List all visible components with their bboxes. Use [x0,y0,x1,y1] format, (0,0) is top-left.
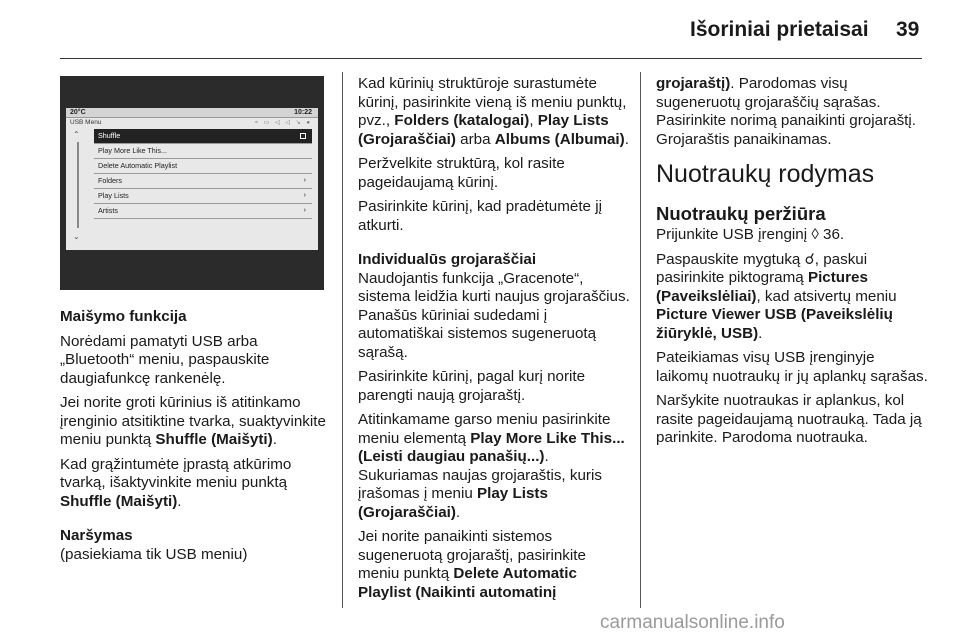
menu-item-label: Delete Automatic Playlist [98,161,178,170]
section-title-photos: Nuotraukų rodymas [656,160,875,188]
status-icons: ≈ ▭ ◁ ◁ ↘ ● [254,120,312,126]
menu-item-label: Shuffle [98,131,121,140]
scrollbar [70,130,86,246]
page-number: 39 [896,18,920,41]
menu-item-shuffle [94,129,312,144]
menu-item-play-lists [94,189,312,204]
menu-item-folders [94,174,312,189]
menu-item-label: Artists [98,206,118,215]
menu-item-label: Play More Like This... [98,146,167,155]
infotainment-screen [66,108,318,250]
paragraph: grojaraštį). Parodomas visų sugeneruotų grojaraščių sąrašas. Pasirinkite norimą panaikinti grojaraštį. Grojaraštis panaikinamas. [656,75,916,148]
subsection-title-photo-view: Nuotraukų peržiūra [656,203,826,224]
chevron-right-icon: › [303,177,306,184]
paragraph: Prijunkite USB įrenginį ◊ 36. [656,226,845,243]
paragraph: Naršykite nuotraukas ir aplankus, kol rasite pageidaujamą nuotrauką. Tada ją parinkite. Parodoma nuotrauka. [656,392,922,446]
paragraph: Pasirinkite kūrinį, kad pradėtumėte jį atkurti. [358,198,602,234]
header-rule [60,58,922,59]
paragraph: Jei norite groti kūrinius iš atitinkamo įrenginio atsitiktine tvarka, suaktyvinkite meniu punktą Shuffle (Maišyti). [60,394,326,448]
chevron-up-icon: ⌃ [73,130,80,139]
paragraph: Peržvelkite struktūrą, kol rasite pageidaujamą kūrinį. [358,155,565,191]
chevron-down-icon: ⌄ [73,232,80,241]
paragraph: Pateikiamas visų USB įrenginyje laikomų nuotraukų ir jų aplankų sąrašas. [656,349,928,385]
chevron-right-icon: › [303,192,306,199]
paragraph: Paspauskite mygtuką ☌, paskui pasirinkite piktogramą Pictures (Paveikslėliai), kad atsivertų meniu Picture Viewer USB (Paveikslėlių žiūryklė, USB). [656,250,897,342]
status-time: 10:22 [294,109,312,116]
scroll-track [77,142,79,228]
paragraph: Pasirinkite kūrinį, pagal kurį norite parengti naują grojaraštį. [358,368,586,404]
usb-menu-list [94,129,312,219]
paragraph: Kad grąžintumėte įprastą atkūrimo tvarką, išaktyvinkite meniu punktą Shuffle (Maišyti). [60,455,292,510]
chevron-right-icon: › [303,207,306,214]
section-heading-playlists: Individualūs grojaraščiai [358,251,537,268]
usb-menu-figure [60,76,324,290]
status-bar [66,108,318,118]
paragraph: Jei norite panaikinti sistemos sugeneruotą grojaraštį, pasirinkite meniu punktą Delete Automatic Playlist (Naikinti automatinį [358,528,586,601]
menu-item-play-more-like-this [94,144,312,159]
menu-item-label: Folders [98,176,122,185]
watermark: carmanualsonline.info [600,612,785,633]
column-2 [358,75,630,608]
page-header-title: Išoriniai prietaisai [690,18,869,41]
paragraph: Kad kūrinių struktūroje surastumėte kūrinį, pasirinkite vieną iš meniu punktų, pvz., Folders (katalogai), Play Lists (Grojaraščiai) arba Albums (Albumai). [358,75,629,148]
paragraph: Norėdami pamatyti USB arba „Bluetooth“ meniu, paspauskite daugiafunkcę rankenėlę. [60,332,270,387]
section-heading-browse: Naršymas [60,527,133,544]
menu-item-artists [94,204,312,219]
column-1 [60,308,330,570]
menu-title: USB Menu [70,119,102,126]
column-divider-1 [342,72,343,608]
column-3 [656,75,928,454]
section-heading-shuffle: Maišymo funkcija [60,308,187,325]
column-divider-2 [640,72,641,608]
status-temperature: 20°C [70,109,86,116]
checkbox-icon [300,133,306,139]
paragraph: Atitinkamame garso meniu pasirinkite meniu elementą Play More Like This... (Leisti daugiau panašių...). Sukuriamas naujas grojaraštis, kuris įrašomas į meniu Play Lists (Grojaraščiai). [358,411,625,521]
menu-item-delete-automatic-playlist [94,159,312,174]
paragraph: Naudojantis funkcija „Gracenote“, sistema leidžia kurti naujus grojaraščius. Panašūs kūriniai sudedami į automatiškai sistemos sugeneruotą sąrašą. [358,269,630,361]
paragraph: (pasiekiama tik USB meniu) [60,545,248,563]
menu-item-label: Play Lists [98,191,129,200]
